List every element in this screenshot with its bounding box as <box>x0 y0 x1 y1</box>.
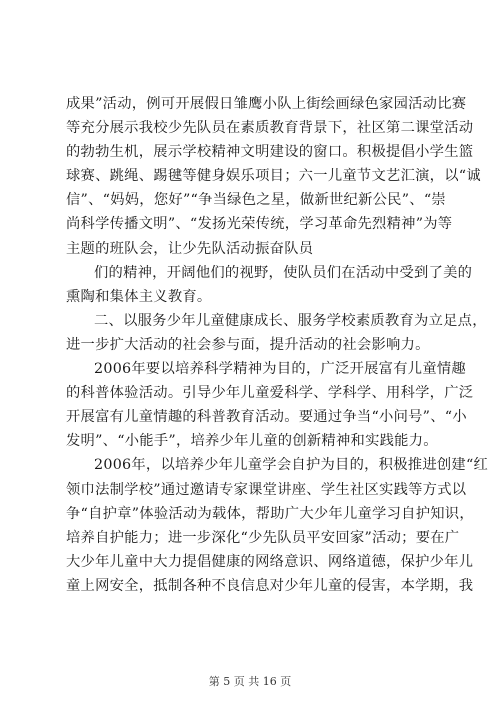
text-line: 发明”、“小能手”，培养少年儿童的创新精神和实践能力。 <box>66 433 438 450</box>
text-line: 信”、“妈妈，您好”“争当绿色之星，做新世纪新公民”、“崇 <box>66 192 446 209</box>
text-line: 二、以服务少年儿童健康成长、服务学校素质教育为立足点， <box>94 312 487 329</box>
text-line: 们的精神，开阔他们的视野，使队员们在活动中受到了美的 <box>94 264 473 281</box>
text-line: 等充分展示我校少先队员在素质教育背景下，社区第二课堂活动 <box>66 120 474 137</box>
page-footer: 第 5 页 共 16 页 <box>208 675 292 688</box>
body-text <box>66 92 489 598</box>
text-line: 2006年要以培养科学精神为目的，广泛开展富有儿童情趣 <box>94 361 466 378</box>
text-line: 培养自护能力；进一步深化“少先队员平安回家”活动；要在广 <box>66 529 460 546</box>
text-line: 的科普体验活动。引导少年儿童爱科学、学科学、用科学，广泛 <box>66 385 474 402</box>
text-line: 尚科学传播文明”、“发扬光荣传统，学习革命先烈精神”为等 <box>66 216 453 233</box>
text-line: 进一步扩大活动的社会参与面，提升活动的社会影响力。 <box>66 336 430 353</box>
text-line: 主题的班队会，让少先队活动振奋队员 <box>66 240 314 257</box>
text-line: 的勃勃生机，展示学校精神文明建设的窗口。积极提倡小学生篮 <box>66 144 474 161</box>
text-line: 大少年儿童中大力提倡健康的网络意识、网络道德，保护少年儿 <box>66 553 474 570</box>
text-line: 成果”活动，例可开展假日雏鹰小队上街绘画绿色家园活动比赛 <box>66 96 467 112</box>
text-line: 2006年，以培养少年儿童学会自护为目的，积极推进创建“红 <box>94 457 489 474</box>
text-line: 球赛、跳绳、踢毽等健身娱乐项目；六一儿童节文艺汇演，以“诚 <box>66 168 481 185</box>
text-line: 童上网安全，抵制各种不良信息对少年儿童的侵害，本学期，我 <box>66 577 474 594</box>
text-line: 领巾法制学校”通过邀请专家课堂讲座、学生社区实践等方式以 <box>66 481 467 498</box>
text-line: 争“自护章”体验活动为载体，帮助广大少年儿童学习自护知识， <box>66 505 474 522</box>
text-line: 熏陶和集体主义教育。 <box>66 288 212 305</box>
text-line: 开展富有儿童情趣的科普教育活动。要通过争当“小问号”、“小 <box>66 409 467 426</box>
